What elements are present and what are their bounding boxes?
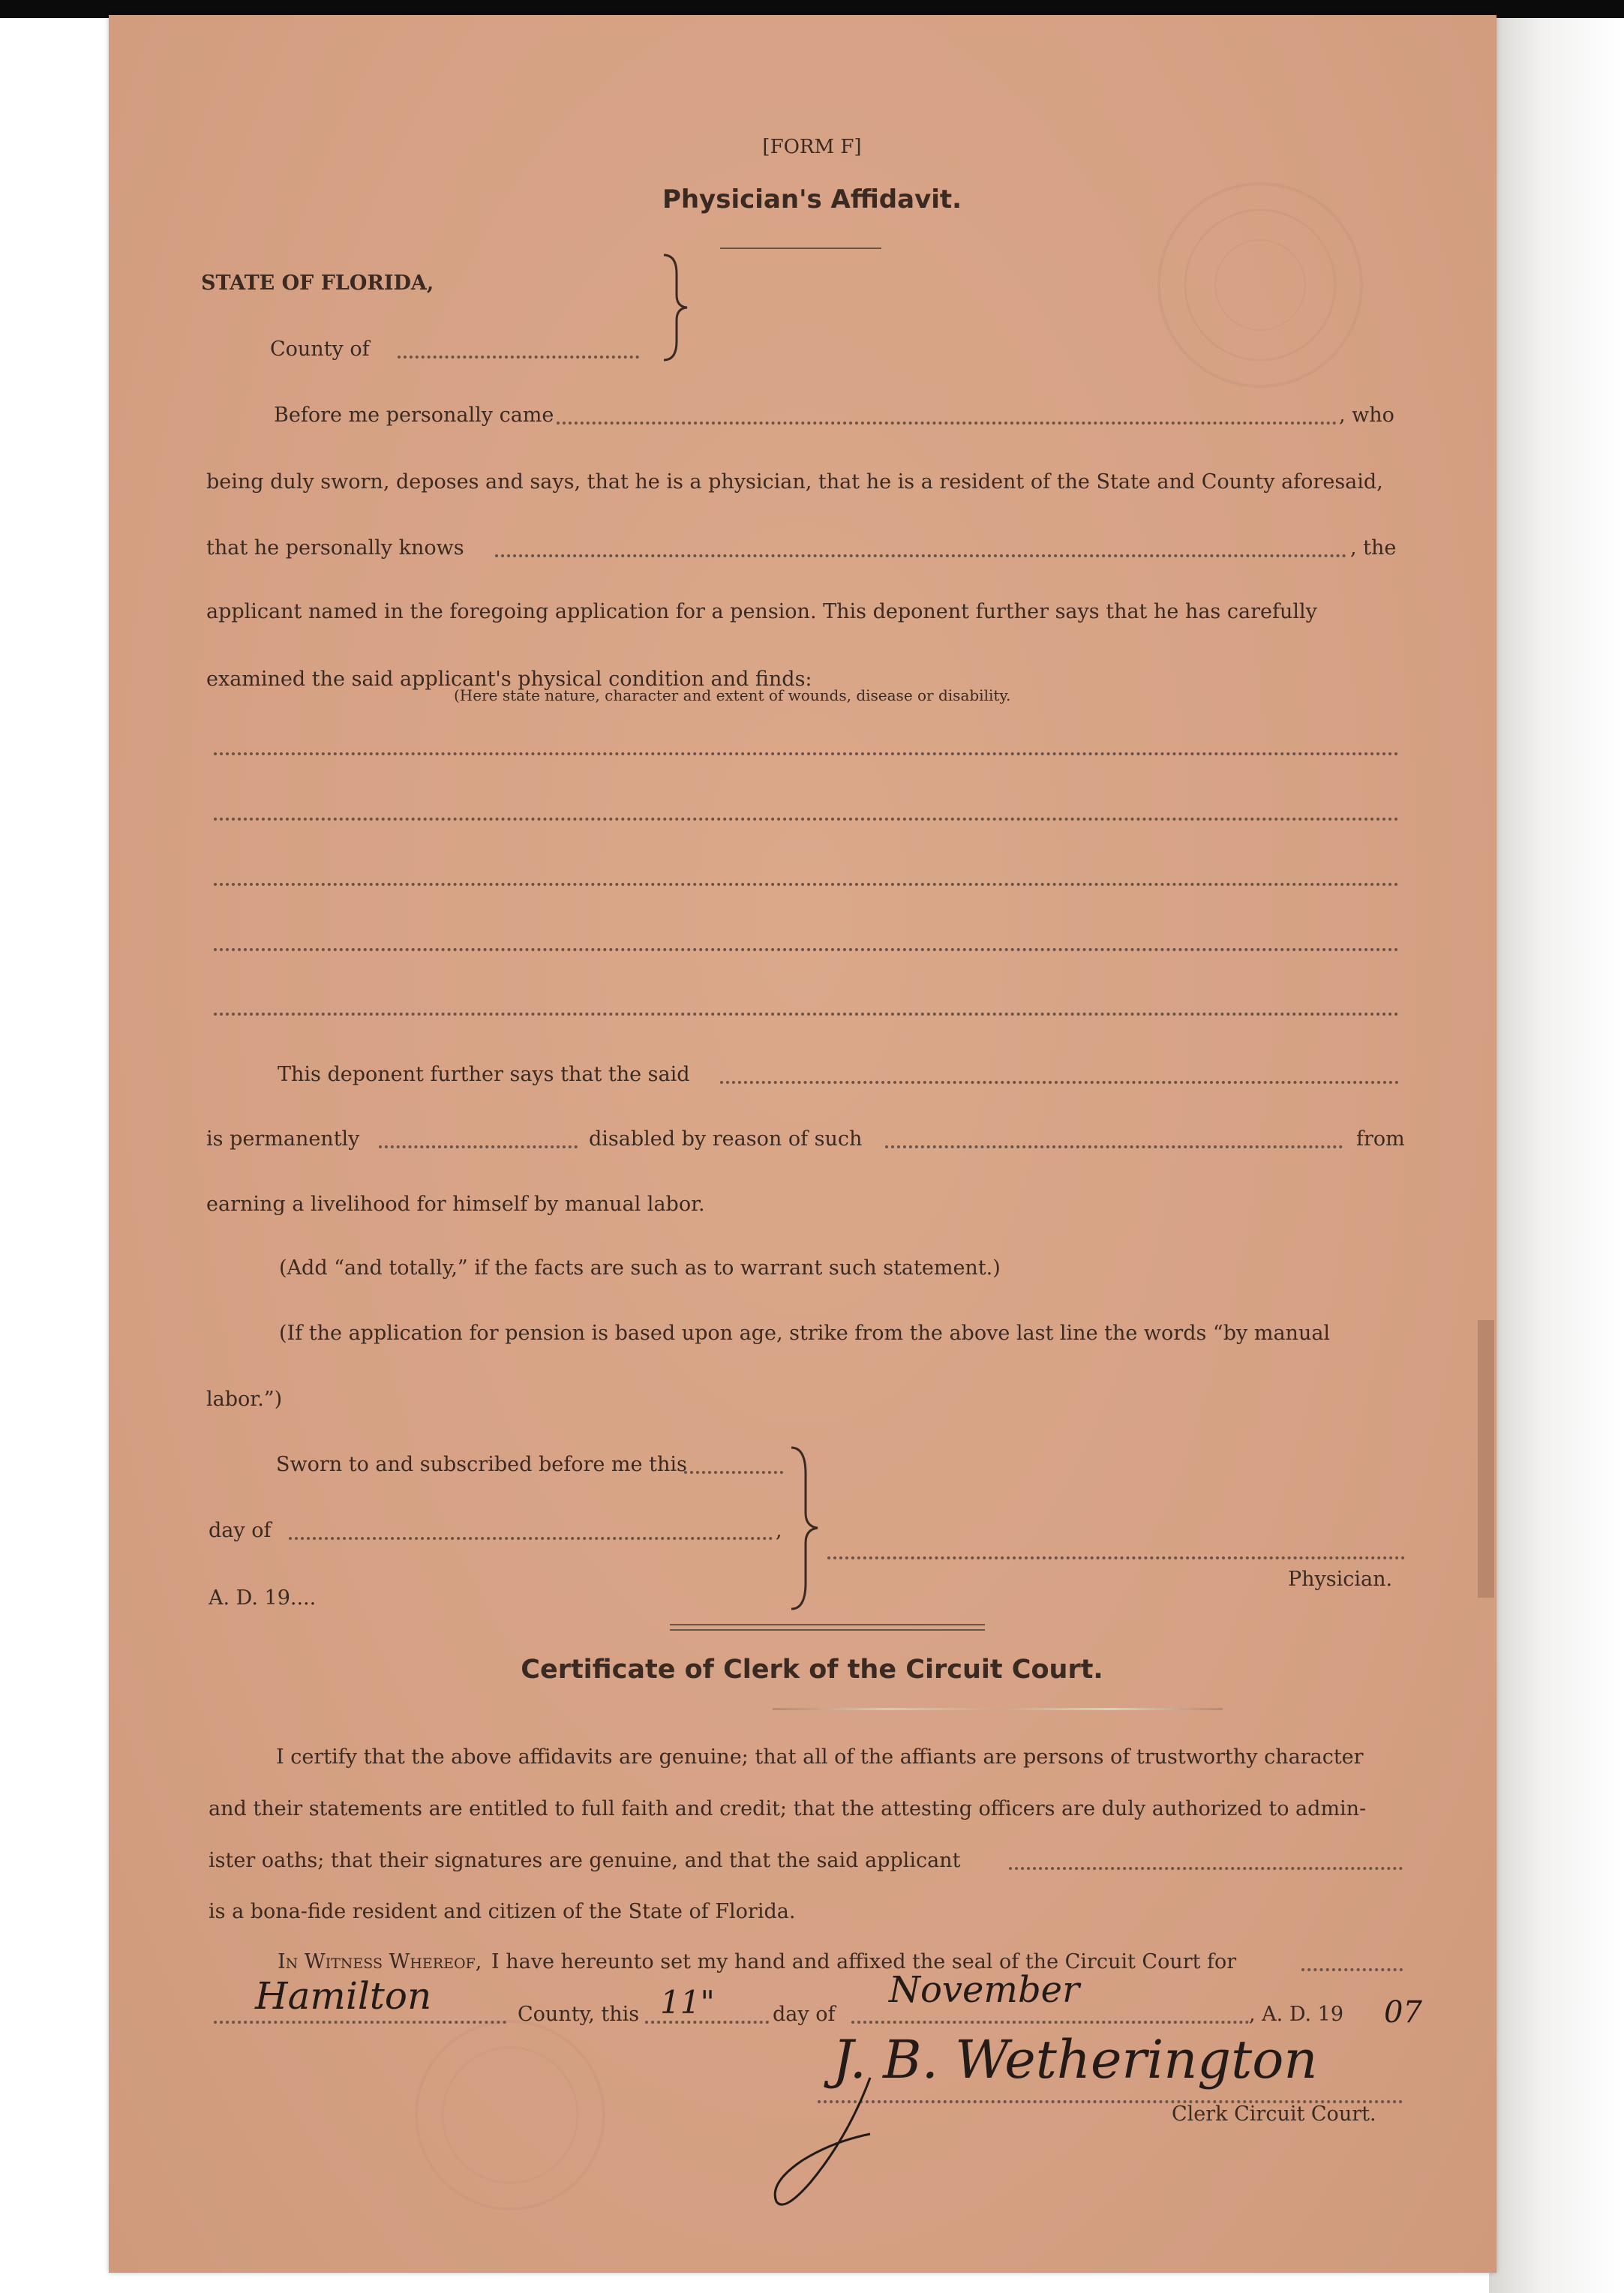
state-label: STATE OF FLORIDA, <box>201 272 434 295</box>
day-number-blank <box>645 2021 769 2024</box>
age-instruction-end: labor.”) <box>206 1388 283 1411</box>
form-label: [FORM F] <box>762 136 862 158</box>
section-divider-bottom <box>670 1629 985 1631</box>
year-handwritten-value: 07 <box>1384 1995 1422 2030</box>
ad-year-label: A. D. 19.... <box>209 1586 317 1610</box>
findings-line-3 <box>214 883 1399 886</box>
embossed-seal-bottom <box>405 2010 615 2220</box>
day-of-label: day of <box>209 1519 272 1542</box>
sworn-subscribed-label: Sworn to and subscribed before me this <box>276 1453 687 1476</box>
title-underline <box>720 248 881 249</box>
certificate-paragraph-line-1: I certify that the above affidavits are genuine; that all of the affiants are persons of trustworthy character <box>276 1745 1364 1769</box>
disabled-label: disabled by reason of such <box>589 1127 863 1151</box>
witness-whereof-label: In Witness Whereof, <box>278 1950 482 1973</box>
age-instruction: (If the application for pension is based upon age, strike from the above last line the words “by manual <box>279 1322 1331 1345</box>
certificate-paragraph-line-4: is a bona-fide resident and citizen of the State of Florida. <box>209 1900 796 1923</box>
from-label: from <box>1356 1127 1405 1151</box>
cert-ad-label: , A. D. 19 <box>1249 2003 1344 2026</box>
findings-line-1 <box>214 752 1399 755</box>
physician-label: Physician. <box>1288 1568 1393 1591</box>
sworn-statement-line: being duly sworn, deposes and says, that he is a physician, that he is a resident of the State and County aforesaid, <box>206 470 1383 494</box>
day-of-comma: , <box>776 1519 782 1542</box>
personally-knows-blank <box>495 554 1346 557</box>
deponent-further-label: This deponent further says that the said <box>278 1063 690 1086</box>
month-blank <box>851 2021 1249 2024</box>
paper-tab-strip <box>1478 1320 1494 1598</box>
findings-line-5 <box>214 1013 1399 1016</box>
month-handwritten-value: November <box>889 1969 1080 2011</box>
witness-statement: I have hereunto set my hand and affixed the seal of the Circuit Court for <box>491 1950 1237 1973</box>
examined-instruction-note: (Here state nature, character and extent of wounds, disease or disability. <box>454 686 1011 704</box>
applicant-name-blank <box>1009 1867 1403 1870</box>
sworn-brace <box>788 1444 825 1613</box>
personally-knows-label: that he personally knows <box>206 536 464 560</box>
examined-line: examined the said applicant's physical condition and finds: <box>206 668 812 691</box>
day-of-blank <box>289 1537 773 1540</box>
form-title: Physician's Affidavit. <box>662 185 962 215</box>
sworn-day-blank <box>684 1471 783 1474</box>
certificate-paragraph-line-3: ister oaths; that their signatures are genuine, and that the said applicant <box>209 1849 961 1872</box>
section-divider-top <box>670 1624 985 1625</box>
circuit-court-blank <box>1301 1968 1403 1971</box>
day-handwritten-value: 11" <box>660 1984 715 2021</box>
applicant-named-line: applicant named in the foregoing application for a pension. This deponent further says that he has carefully <box>206 600 1317 623</box>
county-blank <box>398 356 639 359</box>
certificate-title: Certificate of Clerk of the Circuit Court. <box>521 1655 1103 1685</box>
county-label: County of <box>270 338 370 361</box>
permanently-label: is permanently <box>206 1127 360 1151</box>
totally-instruction: (Add “and totally,” if the facts are such as to warrant such statement.) <box>279 1256 1001 1280</box>
findings-line-2 <box>214 818 1399 821</box>
county-this-label: County, this <box>518 2003 640 2026</box>
clerk-signature: J. B. Wetherington <box>833 2029 1318 2090</box>
clerk-label: Clerk Circuit Court. <box>1172 2102 1376 2126</box>
certificate-title-underline <box>773 1708 1223 1710</box>
scan-left-margin <box>0 18 109 2293</box>
who-label: , who <box>1339 404 1394 427</box>
findings-line-4 <box>214 948 1399 951</box>
cert-day-of-label: day of <box>773 2003 836 2026</box>
the-label: , the <box>1350 536 1397 560</box>
disability-blank <box>885 1145 1343 1148</box>
permanently-blank <box>379 1145 578 1148</box>
plastic-sleeve-edge <box>1489 18 1624 2293</box>
state-county-brace <box>660 251 690 364</box>
county-name-blank <box>214 2021 506 2024</box>
county-handwritten-value: Hamilton <box>255 1974 432 2018</box>
certificate-paragraph-line-2: and their statements are entitled to full faith and credit; that the attesting officers are duly authorized to admin- <box>209 1797 1367 1820</box>
personally-came-blank <box>557 422 1337 425</box>
signature-flourish <box>758 2070 908 2220</box>
physician-signature-blank <box>827 1556 1405 1559</box>
personally-came-label: Before me personally came <box>274 404 554 427</box>
livelihood-line: earning a livelihood for himself by manual labor. <box>206 1193 705 1216</box>
deponent-name-blank <box>720 1081 1399 1084</box>
